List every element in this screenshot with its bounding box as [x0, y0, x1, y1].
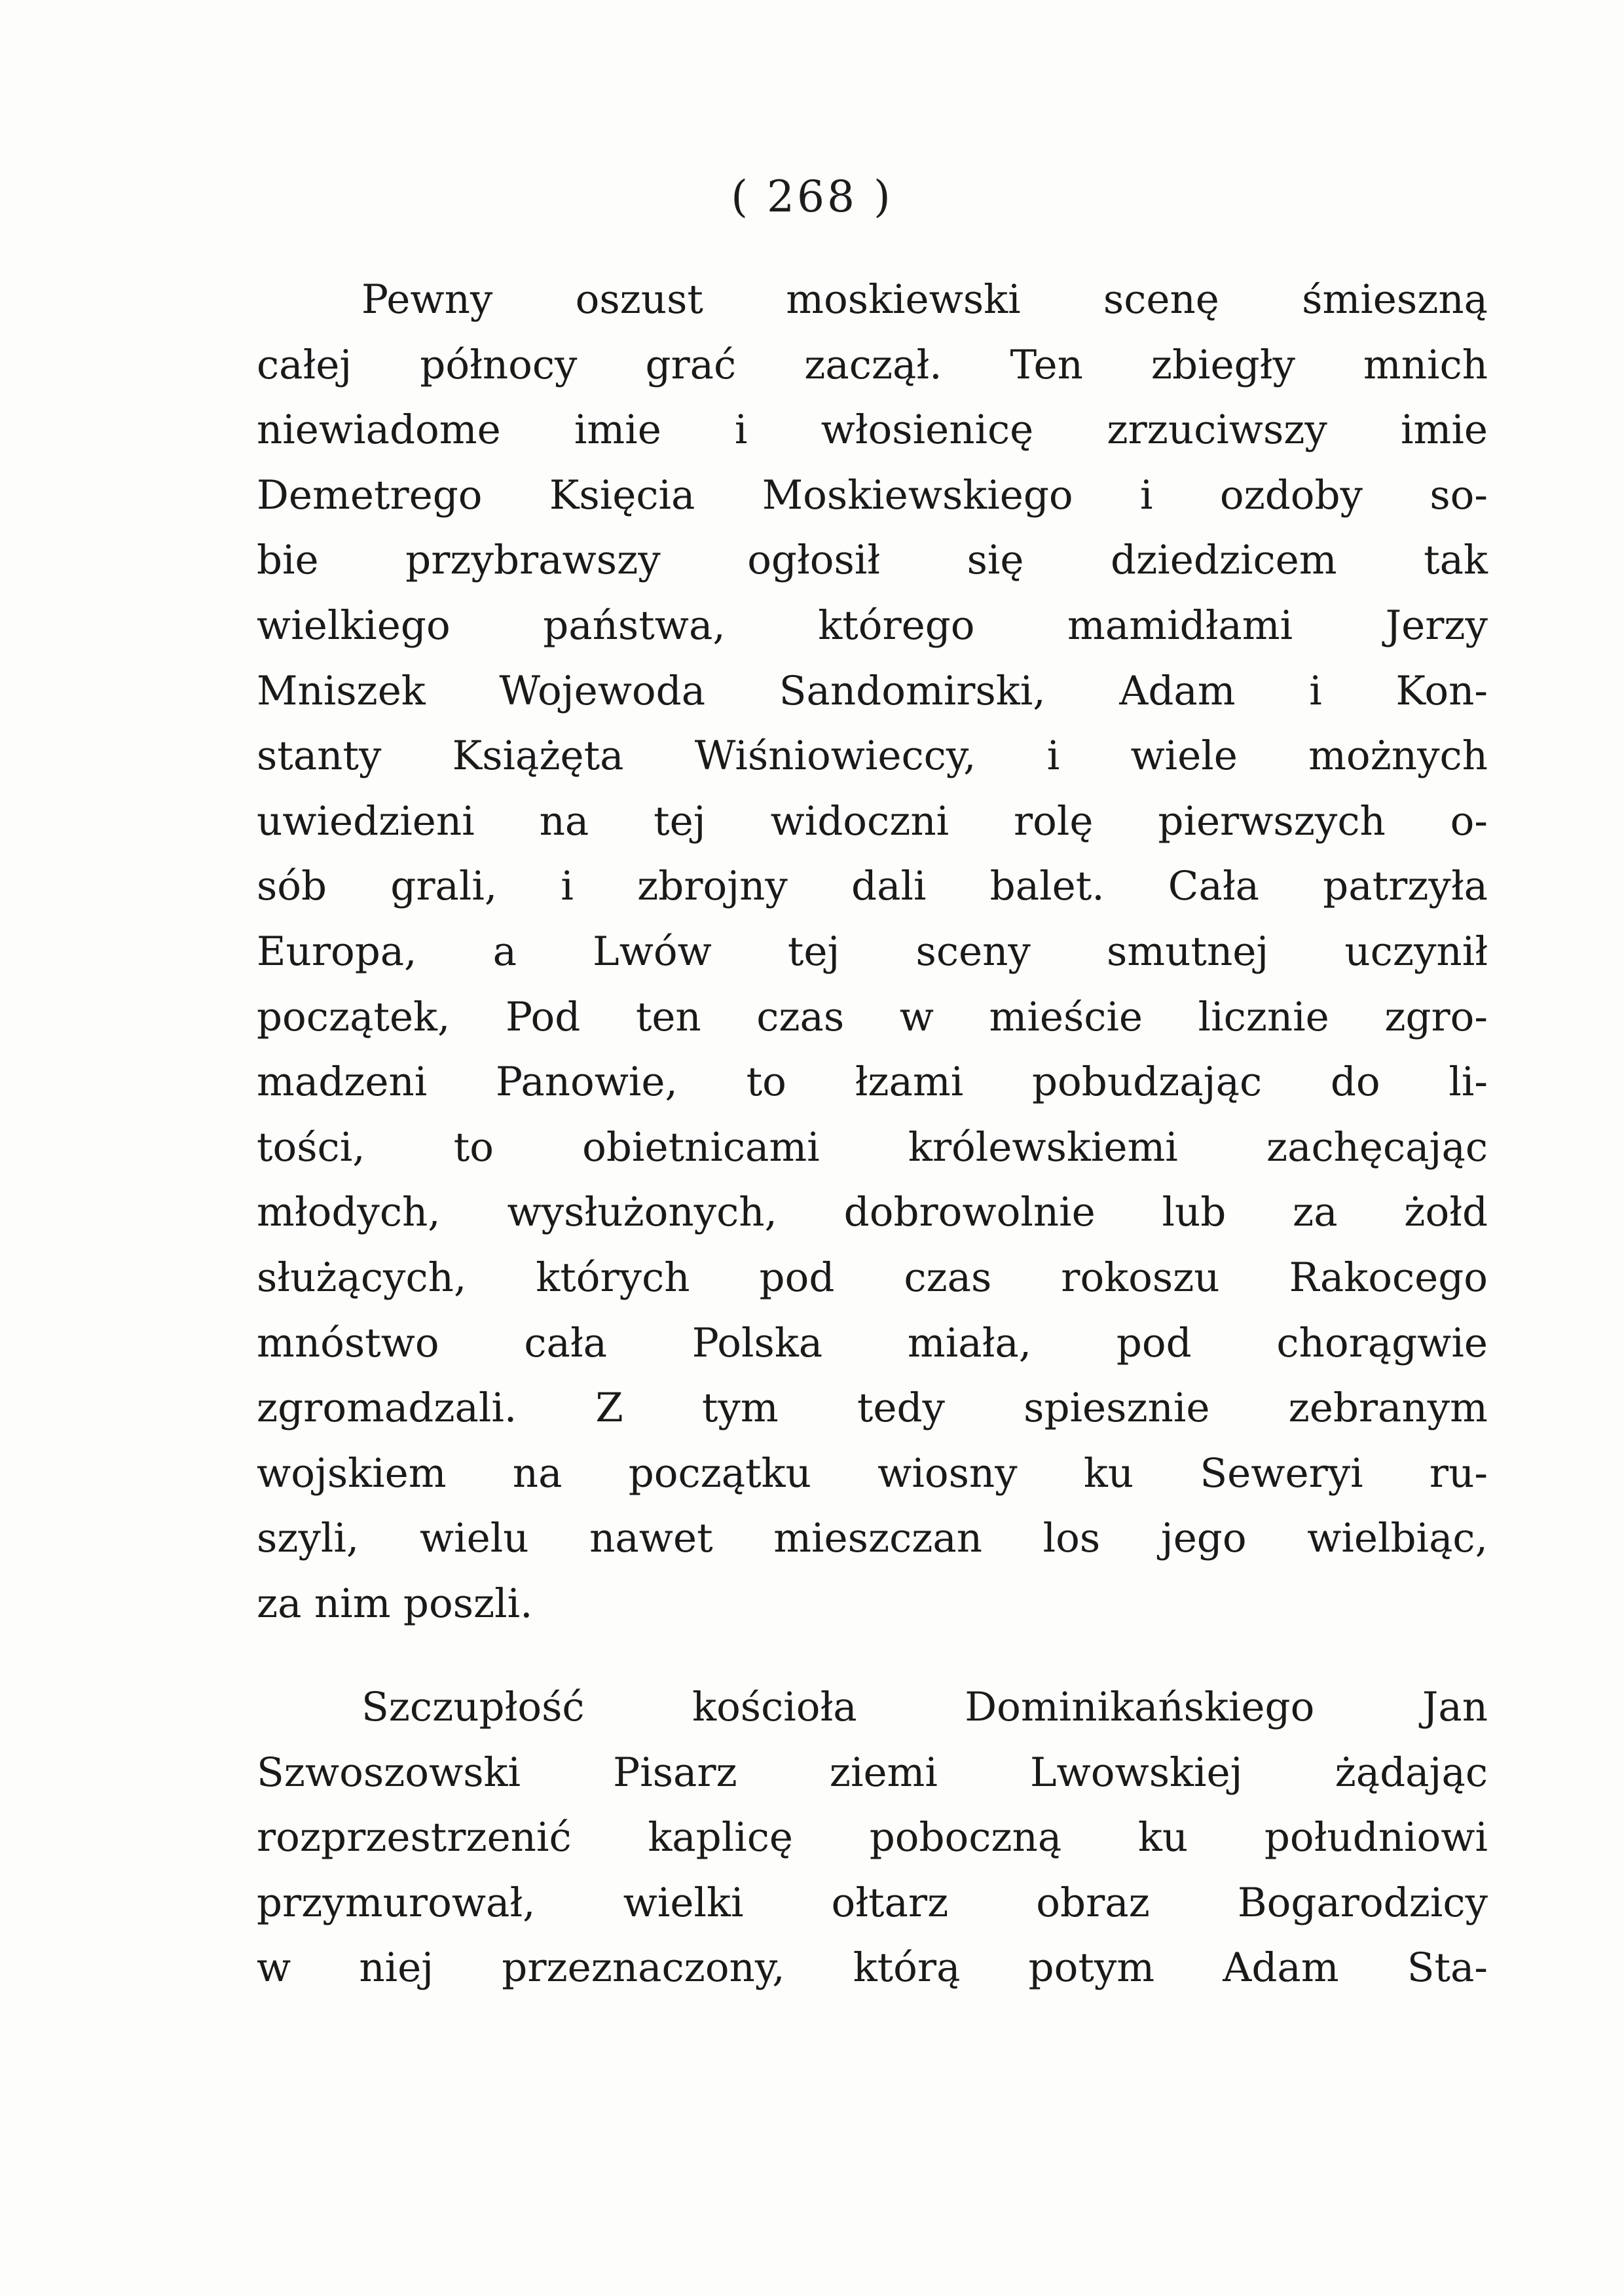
paragraph-2 — [257, 1675, 1488, 2001]
page-number: ( 268 ) — [731, 172, 893, 222]
text-line: przymurował, wielki ołtarz obraz Bogarodzicy — [257, 1879, 1488, 1926]
text-line: Szczupłość kościoła Dominikańskiego Jan — [361, 1684, 1488, 1730]
text-line: zgromadzali. Z tym tedy spiesznie zebranym — [257, 1385, 1488, 1432]
text-line: Demetrego Księcia Moskiewskiego i ozdoby so- — [257, 471, 1488, 519]
text-line: Szwoszowski Pisarz ziemi Lwowskiej żądając — [257, 1749, 1488, 1796]
text-line: służących, których pod czas rokoszu Rakocego — [257, 1254, 1488, 1301]
text-line: szyli, wielu nawet mieszczan los jego wielbiąc, — [257, 1515, 1488, 1562]
text-line: za nim poszli. — [257, 1580, 533, 1627]
text-line: początek, Pod ten czas w mieście licznie zgro- — [257, 993, 1488, 1040]
paragraph-1 — [257, 267, 1488, 1636]
text-line: młodych, wysłużonych, dobrowolnie lub za żołd — [257, 1189, 1488, 1236]
text-line: Pewny oszust moskiewski scenę śmieszną — [361, 276, 1488, 323]
text-line: madzeni Panowie, to łzami pobudzając do li- — [257, 1059, 1488, 1106]
text-line: wojskiem na początku wiosny ku Seweryi ru- — [257, 1449, 1488, 1497]
text-line: rozprzestrzenić kaplicę poboczną ku południowi — [257, 1814, 1488, 1861]
text-line: całej północy grać zaczął. Ten zbiegły mnich — [257, 341, 1488, 388]
text-line: tości, to obietnicami królewskiemi zachęcając — [257, 1123, 1488, 1171]
text-line: sób grali, i zbrojny dali balet. Cała patrzyła — [257, 863, 1488, 910]
text-line: niewiadome imie i włosienicę zrzuciwszy imie — [257, 407, 1488, 454]
text-line: Mniszek Wojewoda Sandomirski, Adam i Kon- — [257, 667, 1488, 714]
text-line: mnóstwo cała Polska miała, pod chorągwie — [257, 1319, 1488, 1366]
text-line: w niej przeznaczony, którą potym Adam Sta- — [257, 1944, 1488, 1992]
text-line: bie przybrawszy ogłosił się dziedzicem tak — [257, 537, 1488, 584]
text-line: stanty Książęta Wiśniowieccy, i wiele możnych — [257, 733, 1488, 780]
text-line: wielkiego państwa, którego mamidłami Jerzy — [257, 602, 1488, 649]
text-line: uwiedzieni na tej widoczni rolę pierwszych o- — [257, 797, 1488, 845]
text-line: Europa, a Lwów tej sceny smutnej uczynił — [257, 928, 1488, 975]
